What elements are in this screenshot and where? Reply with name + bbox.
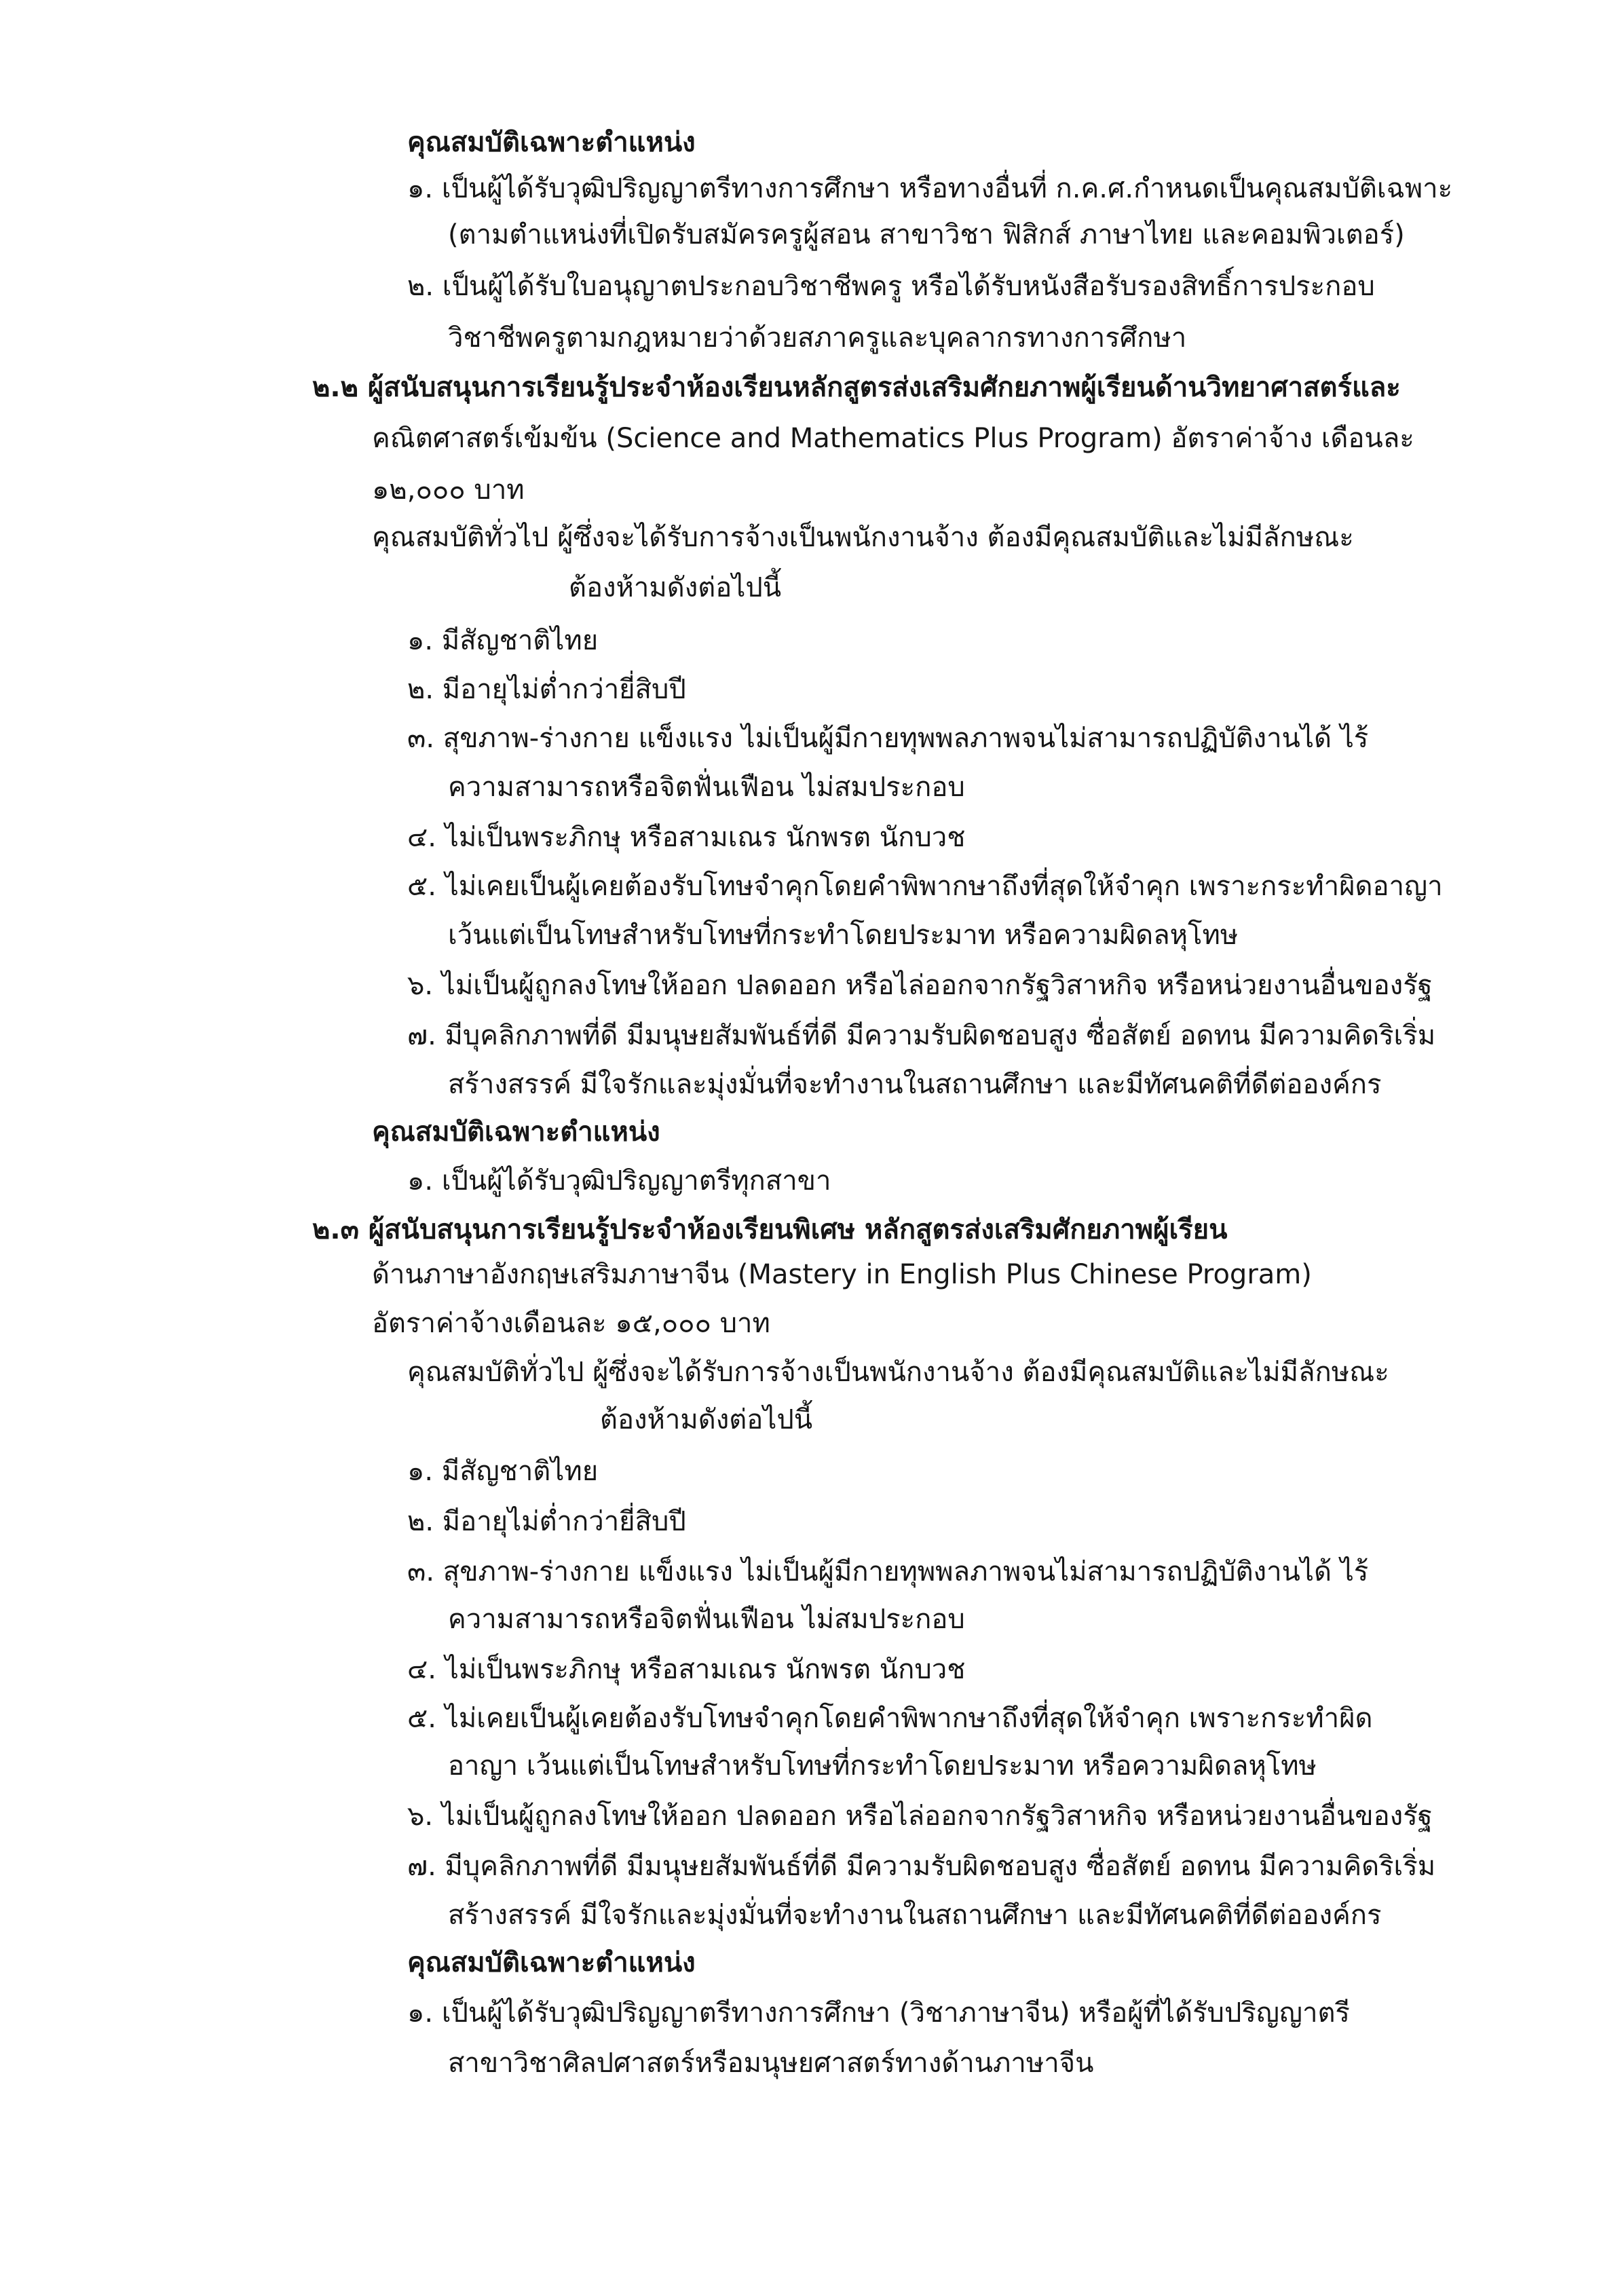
text-line: ๓. สุขภาพ-ร่างกาย แข็งแรง ไม่เป็นผู้มีกายทุพพลภาพจนไม่สามารถปฏิบัติงานได้ ไร้ — [407, 1556, 1369, 1587]
text-line: ต้องห้ามดังต่อไปนี้ — [569, 572, 782, 603]
text-line: ความสามารถหรือจิตฟั่นเฟือน ไม่สมประกอบ — [448, 772, 965, 803]
text-line: สร้างสรรค์ มีใจรักและมุ่งมั่นที่จะทำงานในสถานศึกษา และมีทัศนคติที่ดีต่อองค์กร — [448, 1900, 1382, 1931]
text-line: เว้นแต่เป็นโทษสำหรับโทษที่กระทำโดยประมาท หรือความผิดลหุโทษ — [448, 920, 1239, 951]
text-line: ๕. ไม่เคยเป็นผู้เคยต้องรับโทษจำคุกโดยคำพิพากษาถึงที่สุดให้จำคุก เพราะกระทำผิดอาญา — [407, 871, 1443, 902]
text-line: ๓. สุขภาพ-ร่างกาย แข็งแรง ไม่เป็นผู้มีกายทุพพลภาพจนไม่สามารถปฏิบัติงานได้ ไร้ — [407, 723, 1369, 754]
text-line: ๑. มีสัญชาติไทย — [407, 1456, 599, 1487]
text-line: คุณสมบัติเฉพาะตำแหน่ง — [407, 127, 696, 158]
text-line: ๗. มีบุคลิกภาพที่ดี มีมนุษยสัมพันธ์ที่ดี มีความรับผิดชอบสูง ซื่อสัตย์ อดทน มีความคิดริเริ่ม — [407, 1020, 1436, 1051]
text-line: วิชาชีพครูตามกฎหมายว่าด้วยสภาครูและบุคลากรทางการศึกษา — [448, 322, 1187, 354]
text-line: สาขาวิชาศิลปศาสตร์หรือมนุษยศาสตร์ทางด้านภาษาจีน — [448, 2048, 1094, 2079]
text-line: อาญา เว้นแต่เป็นโทษสำหรับโทษที่กระทำโดยประมาท หรือความผิดลหุโทษ — [448, 1750, 1317, 1782]
text-line: ๕. ไม่เคยเป็นผู้เคยต้องรับโทษจำคุกโดยคำพิพากษาถึงที่สุดให้จำคุก เพราะกระทำผิด — [407, 1703, 1373, 1734]
text-line: ๑. เป็นผู้ได้รับวุฒิปริญญาตรีทางการศึกษา หรือทางอื่นที่ ก.ค.ศ.กำหนดเป็นคุณสมบัติเฉพาะ — [407, 173, 1453, 204]
text-line: ๔. ไม่เป็นพระภิกษุ หรือสามเณร นักพรต นักบวช — [407, 822, 966, 853]
text-line: ๖. ไม่เป็นผู้ถูกลงโทษให้ออก ปลดออก หรือไล่ออกจากรัฐวิสาหกิจ หรือหน่วยงานอื่นของรัฐ — [407, 1801, 1433, 1832]
text-line: คณิตศาสตร์เข้มข้น (Science and Mathematics Plus Program) อัตราค่าจ้าง เดือนละ — [372, 423, 1414, 454]
text-line: คุณสมบัติทั่วไป ผู้ซึ่งจะได้รับการจ้างเป็นพนักงานจ้าง ต้องมีคุณสมบัติและไม่มีลักษณะ — [407, 1357, 1389, 1388]
text-line: คุณสมบัติเฉพาะตำแหน่ง — [372, 1116, 660, 1148]
text-line: สร้างสรรค์ มีใจรักและมุ่งมั่นที่จะทำงานในสถานศึกษา และมีทัศนคติที่ดีต่อองค์กร — [448, 1069, 1382, 1100]
text-line: ๔. ไม่เป็นพระภิกษุ หรือสามเณร นักพรต นักบวช — [407, 1654, 966, 1685]
text-line: ต้องห้ามดังต่อไปนี้ — [600, 1404, 813, 1435]
text-line: ๒.๒ ผู้สนับสนุนการเรียนรู้ประจำห้องเรียนหลักสูตรส่งเสริมศักยภาพผู้เรียนด้านวิทยาศาสตร์และ — [312, 372, 1401, 403]
text-line: ด้านภาษาอังกฤษเสริมภาษาจีน (Mastery in English Plus Chinese Program) — [372, 1259, 1312, 1290]
text-line: (ตามตำแหน่งที่เปิดรับสมัครครูผู้สอน สาขาวิชา ฟิสิกส์ ภาษาไทย และคอมพิวเตอร์) — [448, 219, 1405, 250]
text-line: คุณสมบัติทั่วไป ผู้ซึ่งจะได้รับการจ้างเป็นพนักงานจ้าง ต้องมีคุณสมบัติและไม่มีลักษณะ — [372, 522, 1354, 553]
text-line: ๑. เป็นผู้ได้รับวุฒิปริญญาตรีทุกสาขา — [407, 1165, 831, 1197]
text-line: ๒. เป็นผู้ได้รับใบอนุญาตประกอบวิชาชีพครู หรือได้รับหนังสือรับรองสิทธิ์การประกอบ — [407, 271, 1375, 302]
text-line: ความสามารถหรือจิตฟั่นเฟือน ไม่สมประกอบ — [448, 1604, 965, 1635]
text-line: ๒.๓ ผู้สนับสนุนการเรียนรู้ประจำห้องเรียนพิเศษ หลักสูตรส่งเสริมศักยภาพผู้เรียน — [312, 1214, 1228, 1245]
text-line: คุณสมบัติเฉพาะตำแหน่ง — [407, 1947, 696, 1978]
text-line: ๑๒,๐๐๐ บาท — [372, 474, 525, 506]
text-line: ๗. มีบุคลิกภาพที่ดี มีมนุษยสัมพันธ์ที่ดี มีความรับผิดชอบสูง ซื่อสัตย์ อดทน มีความคิดริเริ่ม — [407, 1851, 1436, 1882]
text-line: ๑. มีสัญชาติไทย — [407, 625, 599, 656]
text-line: ๒. มีอายุไม่ต่ำกว่ายี่สิบปี — [407, 674, 686, 705]
text-line: ๑. เป็นผู้ได้รับวุฒิปริญญาตรีทางการศึกษา (วิชาภาษาจีน) หรือผู้ที่ได้รับปริญญาตรี — [407, 1997, 1350, 2029]
text-line: ๒. มีอายุไม่ต่ำกว่ายี่สิบปี — [407, 1506, 686, 1537]
text-line: ๖. ไม่เป็นผู้ถูกลงโทษให้ออก ปลดออก หรือไล่ออกจากรัฐวิสาหกิจ หรือหน่วยงานอื่นของรัฐ — [407, 970, 1433, 1001]
text-line: อัตราค่าจ้างเดือนละ ๑๕,๐๐๐ บาท — [372, 1308, 770, 1339]
